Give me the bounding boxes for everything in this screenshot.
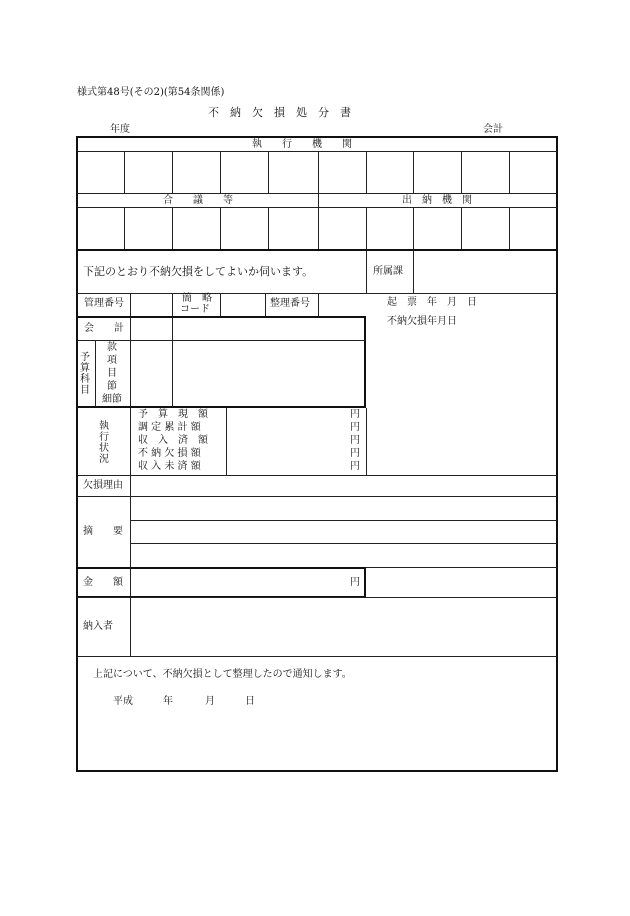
- fiscal-year-label: 年度: [110, 124, 130, 135]
- summary-label: 摘 要: [83, 526, 123, 537]
- account-label: 会計: [483, 124, 503, 135]
- payer-label: 納入者: [83, 621, 113, 632]
- form-number: 様式第48号(その2)(第54条関係): [77, 87, 225, 98]
- deficit-date-label: 不納欠損年月日: [387, 316, 457, 327]
- exec-row-5-unit: 円: [350, 461, 360, 472]
- council-header: 合 議 等: [163, 195, 233, 206]
- exec-row-1-unit: 円: [350, 409, 360, 420]
- item-moku: 目: [107, 368, 117, 379]
- notice-era: 平成: [113, 696, 133, 707]
- disbursing-agency-header: 出 納 機 関: [402, 195, 472, 206]
- exec-row-3-unit: 円: [350, 435, 360, 446]
- item-setsu: 節: [107, 381, 117, 392]
- issue-date-label: 起 票 年 月 日: [387, 297, 477, 308]
- item-saimoku: 細節: [102, 394, 122, 405]
- short-code-label-1: 簡 略: [182, 293, 212, 304]
- accounting-label: 会 計: [84, 323, 124, 334]
- exec-row-2-label: 調 定 累 計 額: [138, 422, 201, 433]
- notice-text: 上記について、不納欠損として整理したので通知します。: [93, 669, 352, 680]
- document-title: 不 納 欠 損 処 分 書: [208, 106, 351, 119]
- exec-row-3-label: 収 入 済 額: [138, 435, 208, 446]
- exec-row-1-label: 予 算 現 額: [138, 409, 208, 420]
- amount-label: 金 額: [83, 577, 123, 588]
- execution-agency-header: 執 行 機 関: [252, 139, 352, 150]
- amount-unit: 円: [350, 577, 360, 588]
- management-number-label: 管理番号: [84, 298, 124, 309]
- reason-label: 欠損理由: [83, 480, 123, 491]
- short-code-label-2: コード: [180, 304, 210, 315]
- exec-row-4-unit: 円: [350, 448, 360, 459]
- item-kou: 項: [107, 355, 117, 366]
- exec-row-4-label: 不 納 欠 損 額: [138, 448, 201, 459]
- exec-row-2-unit: 円: [350, 422, 360, 433]
- reference-number-label: 整理番号: [270, 298, 310, 309]
- notice-month: 月: [205, 696, 215, 707]
- department-label: 所属課: [373, 266, 403, 277]
- request-text: 下記のとおり不納欠損をしてよいか伺います。: [83, 265, 314, 278]
- execution-status-label: 執行状況: [99, 421, 109, 465]
- item-kan: 款: [107, 342, 117, 353]
- budget-subject-label: 予算科目: [80, 352, 90, 396]
- notice-day: 日: [245, 696, 255, 707]
- exec-row-5-label: 収 入 未 済 額: [138, 461, 201, 472]
- notice-year: 年: [163, 696, 173, 707]
